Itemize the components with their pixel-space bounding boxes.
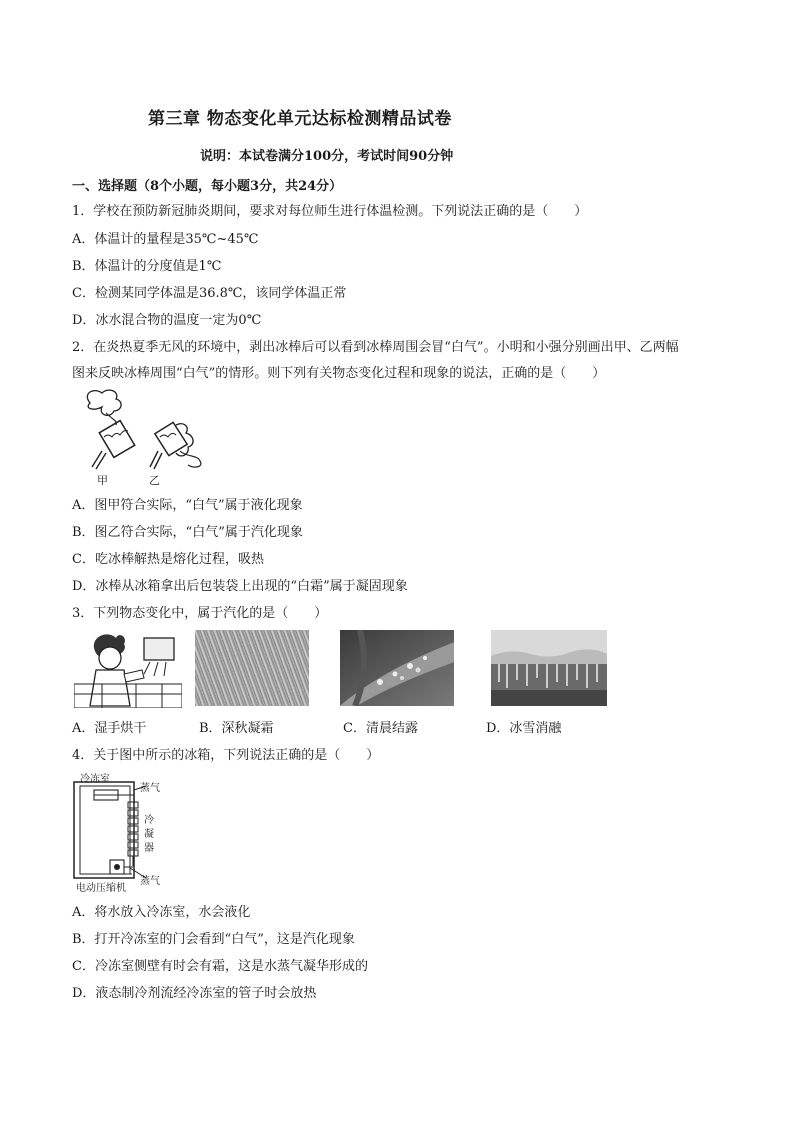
q4-label-condenser-2: 凝 [144, 829, 154, 840]
q2-option-c: C．吃冰棒解热是熔化过程，吸热 [72, 552, 264, 567]
section-heading: 一、选择题（8个小题，每小题3分，共24分） [72, 179, 343, 194]
q3-hand-dryer-image [74, 628, 182, 708]
q2-option-b: B．图乙符合实际，“白气”属于汽化现象 [72, 525, 303, 540]
q4-option-b: B．打开冷冻室的门会看到“白气”，这是汽化现象 [72, 932, 355, 947]
q2-popsicle-figure [72, 385, 212, 490]
q2-fig-label-jia: 甲 [97, 474, 108, 487]
q2-stem-line1: 2．在炎热夏季无风的环境中，剥出冰棒后可以看到冰棒周围会冒“白气”。小明和小强分别画出甲、乙两幅 [72, 340, 679, 355]
q2-stem-line2: 图来反映冰棒周围“白气”的情形。则下列有关物态变化过程和现象的说法，正确的是（ ） [72, 366, 606, 381]
q4-label-compressor: 电动压缩机 [76, 883, 126, 894]
q3-frost-grass-image [195, 630, 309, 706]
q3-option-b: B．深秋凝霜 [199, 721, 274, 736]
q4-label-vapor-top: 蒸气 [140, 783, 160, 794]
page-title: 第三章 物态变化单元达标检测精品试卷 [148, 109, 452, 129]
q4-stem: 4．关于图中所示的冰箱，下列说法正确的是（ ） [72, 748, 380, 763]
q4-option-a: A．将水放入冷冻室，水会液化 [72, 905, 251, 920]
q1-option-b: B．体温计的分度值是1℃ [72, 259, 222, 274]
q3-option-d: D．冰雪消融 [486, 721, 562, 736]
q3-dew-leaf-image [340, 630, 454, 706]
q2-fig-label-yi: 乙 [149, 474, 160, 487]
q1-stem: 1．学校在预防新冠肺炎期间，要求对每位师生进行体温检测。下列说法正确的是（ ） [72, 204, 588, 219]
exam-note: 说明：本试卷满分100分，考试时间90分钟 [200, 149, 454, 164]
q4-option-c: C．冷冻室侧壁有时会有霜，这是水蒸气凝华形成的 [72, 959, 368, 974]
q2-option-d: D．冰棒从冰箱拿出后包装袋上出现的“白霜”属于凝固现象 [72, 579, 408, 594]
q4-label-condenser [144, 814, 154, 856]
q1-option-a: A．体温计的量程是35℃~45℃ [72, 232, 259, 247]
q4-option-d: D．液态制冷剂流经冷冻室的管子时会放热 [72, 986, 317, 1001]
q3-option-a: A．湿手烘干 [72, 721, 147, 736]
q4-label-freezer: 冷冻室 [80, 774, 110, 785]
q3-option-c: C．清晨结露 [343, 721, 418, 736]
q4-label-condenser-1: 冷 [144, 815, 154, 826]
q1-option-c: C．检测某同学体温是36.8℃，该同学体温正常 [72, 286, 347, 301]
q3-stem: 3．下列物态变化中，属于汽化的是（ ） [72, 606, 328, 621]
q3-melting-ice-image [491, 630, 607, 706]
q4-label-vapor-bottom: 蒸气 [140, 876, 160, 887]
q1-option-d: D．冰水混合物的温度一定为0℃ [72, 313, 262, 328]
q2-option-a: A．图甲符合实际，“白气”属于液化现象 [72, 498, 303, 513]
q4-label-condenser-3: 器 [144, 843, 154, 854]
